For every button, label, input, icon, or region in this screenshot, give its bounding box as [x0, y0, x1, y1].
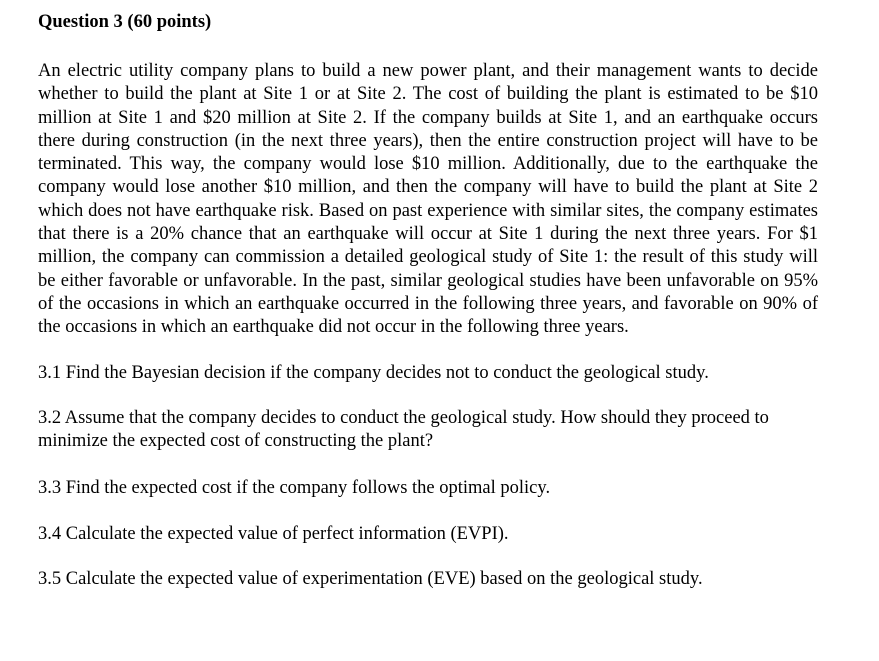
- sub-question-3-5: 3.5 Calculate the expected value of experimentation (EVE) based on the geological study.: [38, 569, 703, 590]
- problem-statement: An electric utility company plans to build a new power plant, and their management wants to decide whether to build the plant at Site 1 or at Site 2. The cost of building the plant is estimated to be $10 million at Site 1 and $20 million at Site 2. If the company builds at Site 1, and an earthquake occurs there during construction (in the next three years), then the entire construction project will have to be terminated. This way, the company would lose $10 million. Additionally, due to the earthquake the company would lose another $10 million, and then the company will have to build the plant at Site 2 which does not have earthquake risk. Based on past experience with similar sites, the company estimates that there is a 20% chance that an earthquake will occur at Site 1 during the next three years. For $1 million, the company can commission a detailed geological study of Site 1: the result of this study will be either favorable or unfavorable. In the past, similar geological studies have been unfavorable on 95% of the occasions in which an earthquake occurred in the following three years, and favorable on 90% of the occasions in which an earthquake did not occur in the following three years.: [38, 61, 818, 338]
- sub-question-3-3: 3.3 Find the expected cost if the company follows the optimal policy.: [38, 478, 551, 499]
- sub-question-3-1: 3.1 Find the Bayesian decision if the company decides not to conduct the geological study.: [38, 362, 709, 383]
- sub-question-3-2: 3.2 Assume that the company decides to conduct the geological study. How should they proceed to minimize the expected cost of constructing the plant?: [38, 407, 769, 452]
- question-document: [38, 10, 828, 613]
- sub-question-3-4: 3.4 Calculate the expected value of perfect information (EVPI).: [38, 523, 509, 544]
- question-heading: Question 3 (60 points): [38, 12, 212, 32]
- sub-questions: [38, 362, 828, 592]
